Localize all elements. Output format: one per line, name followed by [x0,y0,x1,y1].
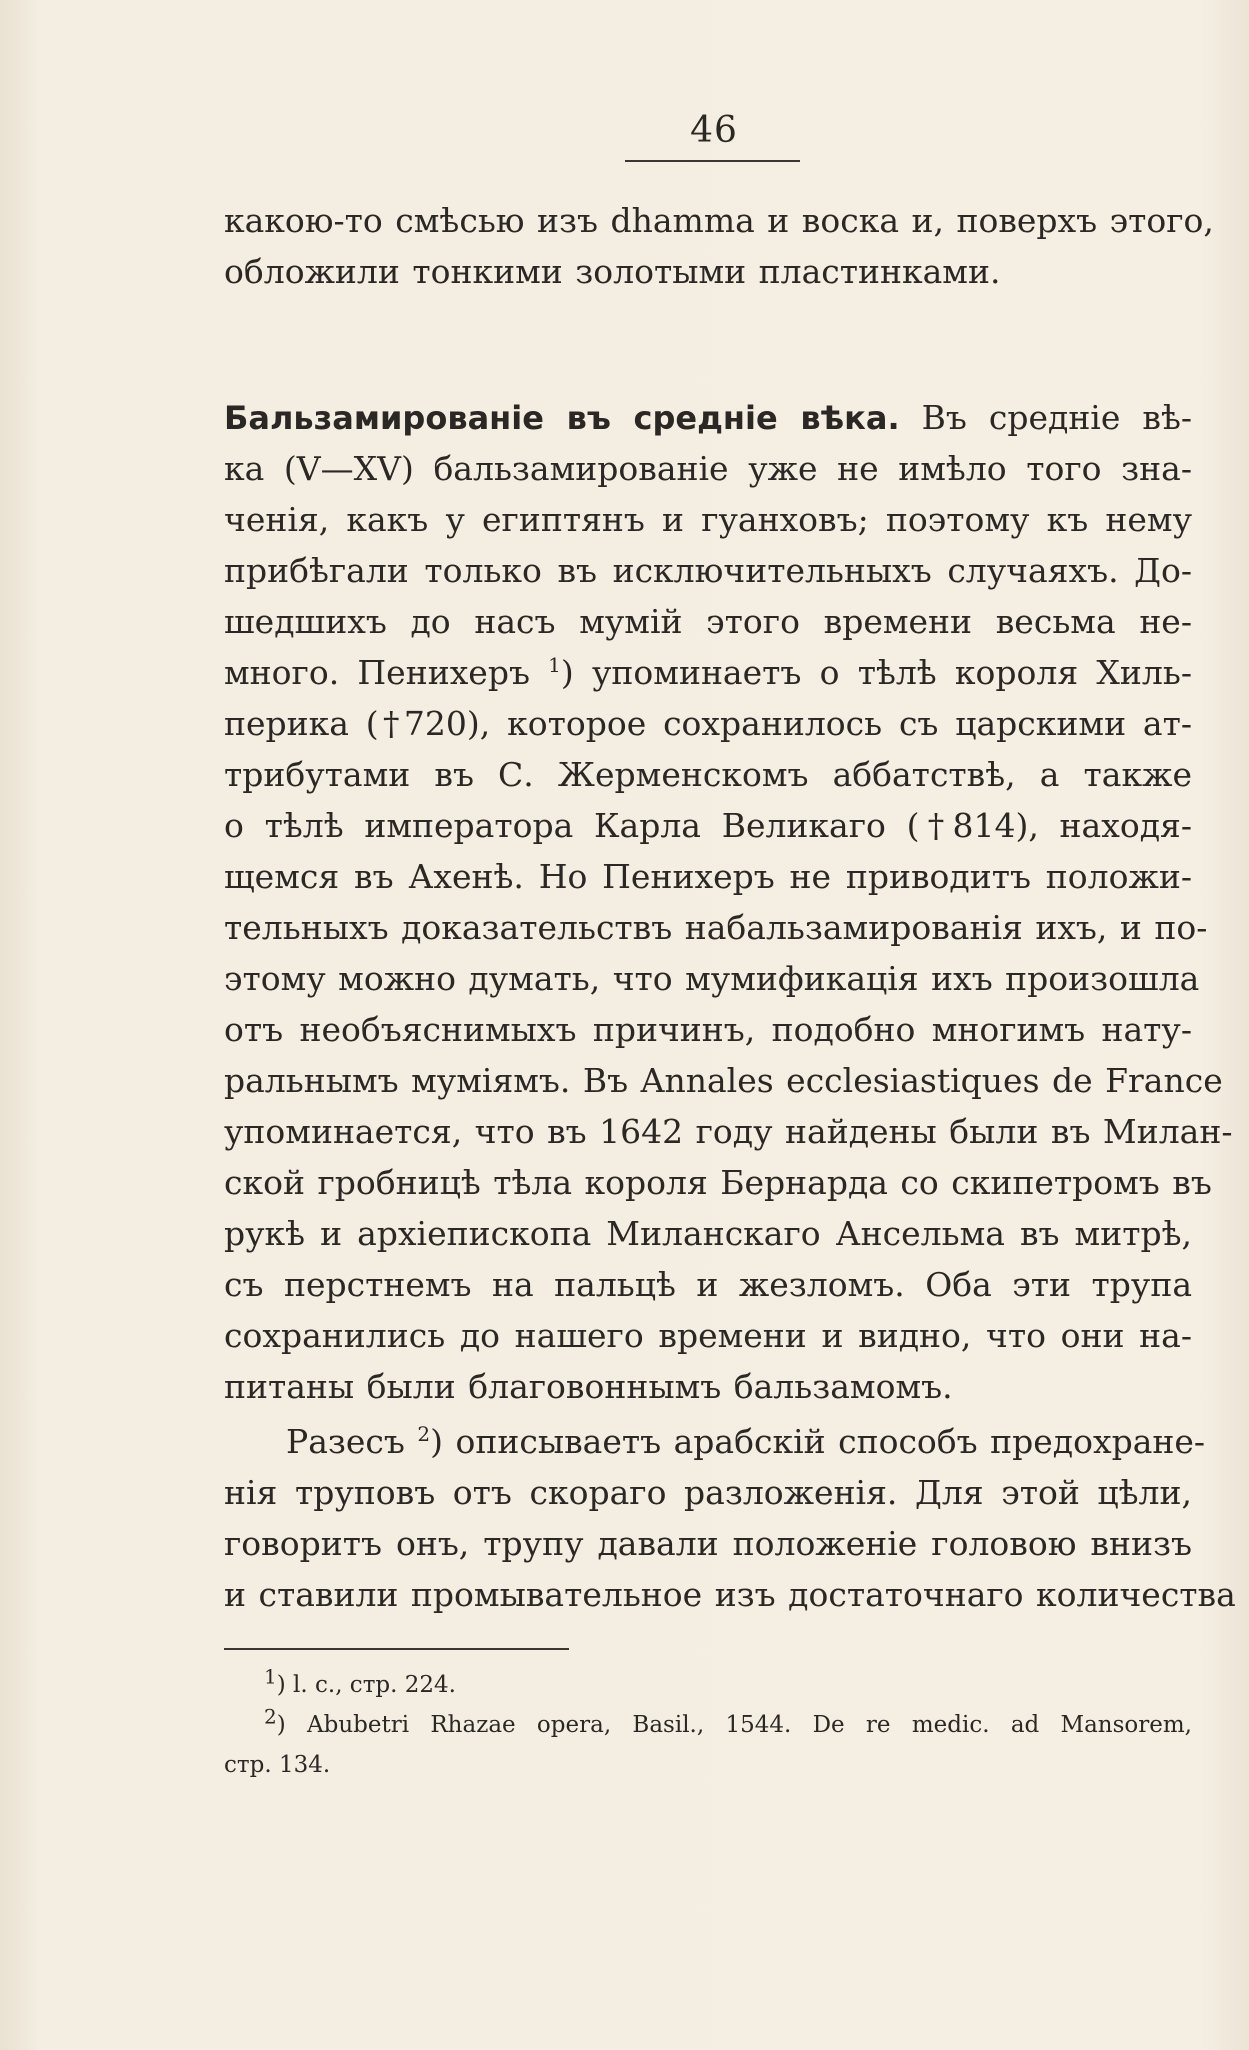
text-line: шедшихъ до насъ мумій этого времени весьма не- [224,602,1192,641]
text-run: ) упоминаетъ о тѣлѣ короля Хиль- [560,653,1192,692]
footnote-mark: 2 [264,1704,277,1729]
text-run: Въ средніе вѣ- [921,398,1193,437]
footnote-text: ) l. c., стр. 224. [276,1672,456,1698]
header-rule [625,160,800,162]
text-line: отъ необъяснимыхъ причинъ, подобно многимъ нату- [224,1010,1192,1049]
text-line: питаны были благовоннымъ бальзамомъ. [224,1367,953,1406]
text-line: говоритъ онъ, трупу давали положеніе головою внизъ [224,1524,1192,1563]
footnote-reference[interactable]: 1 [548,653,561,677]
second-paragraph [224,1416,1236,1620]
text-line: этому можно думать, что мумификація ихъ произошла [224,959,1200,998]
text-run: много. Пенихеръ [224,653,530,692]
footnote-text: ) Abubetri Rhazae opera, Basil., 1544. De re medic. ad Mansorem, [276,1712,1192,1738]
footnote-continuation [224,1745,1192,1785]
text-line: ральнымъ муміямъ. Въ Annales ecclesiastiques de France [224,1061,1223,1100]
section-first-line [224,392,1192,443]
text-line: сохранились до нашего времени и видно, что они на- [224,1316,1192,1355]
text-line: трибутами въ С. Жерменскомъ аббатствѣ, а также [224,755,1192,794]
text-run: ) описываетъ арабскій способъ предохране- [430,1422,1206,1461]
text-line: упоминается, что въ 1642 году найдены были въ Милан- [224,1112,1233,1151]
text-line: рукѣ и архіепископа Миланскаго Ансельма въ митрѣ, [224,1214,1192,1253]
text-line: съ перстнемъ на пальцѣ и жезломъ. Оба эти трупа [224,1265,1192,1304]
text-line-with-footnote [224,1416,1206,1467]
section-paragraph [224,392,1233,1412]
footnote-rule [224,1648,569,1650]
footnotes [224,1665,1192,1785]
text-line: прибѣгали только въ исключительныхъ случаяхъ. До- [224,551,1192,590]
text-line: нія труповъ отъ скораго разложенія. Для этой цѣли, [224,1473,1192,1512]
intro-paragraph [224,195,1214,297]
text-line: о тѣлѣ императора Карла Великаго (†814), находя- [224,806,1192,845]
text-line: щемся въ Ахенѣ. Но Пенихеръ не приводитъ положи- [224,857,1192,896]
section-heading: Бальзамированіе въ средніе вѣка. [224,399,900,437]
text-line: перика (†720), которое сохранилось съ царскими ат- [224,704,1192,743]
text-line: ка (V—XV) бальзамированіе уже не имѣло того зна- [224,449,1192,488]
footnote [224,1665,1192,1705]
text-line: тельныхъ доказательствъ набальзамированія ихъ, и по- [224,908,1208,947]
text-run: Разесъ [286,1422,405,1461]
footnote-text: стр. 134. [224,1752,331,1778]
text-line: ченія, какъ у египтянъ и гуанховъ; поэтому къ нему [224,500,1192,539]
text-line: какою-то смѣсью изъ dhamma и воска и, поверхъ этого, [224,201,1214,240]
footnote-mark: 1 [264,1664,277,1689]
text-line-with-footnote [224,647,1192,698]
text-line: обложили тонкими золотыми пластинками. [224,252,1001,291]
page-number: 46 [690,110,738,151]
text-line: и ставили промывательное изъ достаточнаго количества [224,1575,1236,1614]
footnote [224,1705,1192,1745]
text-line: ской гробницѣ тѣла короля Бернарда со скипетромъ въ [224,1163,1212,1202]
footnote-reference[interactable]: 2 [417,1422,431,1446]
